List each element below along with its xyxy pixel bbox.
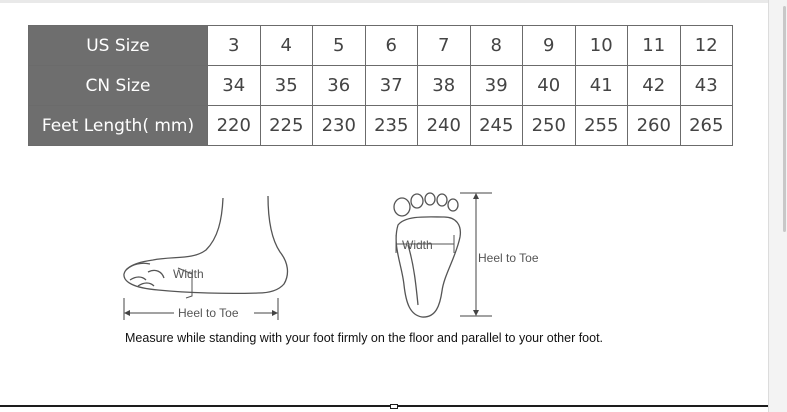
table-cell: 6 [365,26,418,66]
table-row [29,106,733,146]
row-header: Feet Length( mm) [29,106,208,146]
table-cell: 40 [523,66,576,106]
vertical-scrollbar[interactable] [768,0,787,412]
table-cell: 35 [260,66,313,106]
sole-width-label: Width [402,238,433,252]
side-width-label: Width [173,267,204,281]
table-cell: 245 [470,106,523,146]
table-cell: 260 [628,106,681,146]
table-cell: 10 [575,26,628,66]
table-cell: 5 [313,26,366,66]
table-cell: 37 [365,66,418,106]
table-cell: 7 [418,26,471,66]
table-cell: 11 [628,26,681,66]
foot-side-view-illustration [118,190,308,330]
table-cell: 38 [418,66,471,106]
table-cell: 255 [575,106,628,146]
table-cell: 12 [680,26,733,66]
table-cell: 240 [418,106,471,146]
table-cell: 225 [260,106,313,146]
table-cell: 265 [680,106,733,146]
table-cell: 43 [680,66,733,106]
table-cell: 4 [260,26,313,66]
table-cell: 36 [313,66,366,106]
measure-caption: Measure while standing with your foot firmly on the floor and parallel to your other foot. [125,331,604,345]
table-cell: 9 [523,26,576,66]
table-cell: 42 [628,66,681,106]
table-cell: 39 [470,66,523,106]
bottom-divider-marker [390,404,398,409]
table-row [29,66,733,106]
scrollbar-thumb[interactable] [783,6,786,232]
bottom-divider [0,405,768,407]
table-cell: 235 [365,106,418,146]
window-top-edge [0,0,768,3]
table-row [29,26,733,66]
row-header: US Size [29,26,208,66]
table-cell: 41 [575,66,628,106]
table-cell: 3 [208,26,261,66]
table-cell: 8 [470,26,523,66]
row-header: CN Size [29,66,208,106]
table-cell: 250 [523,106,576,146]
table-cell: 34 [208,66,261,106]
size-chart-table [28,25,733,146]
table-cell: 230 [313,106,366,146]
table-cell: 220 [208,106,261,146]
foot-sole-view-illustration [380,185,570,325]
sole-length-label: Heel to Toe [478,251,539,265]
side-length-label: Heel to Toe [178,306,239,320]
